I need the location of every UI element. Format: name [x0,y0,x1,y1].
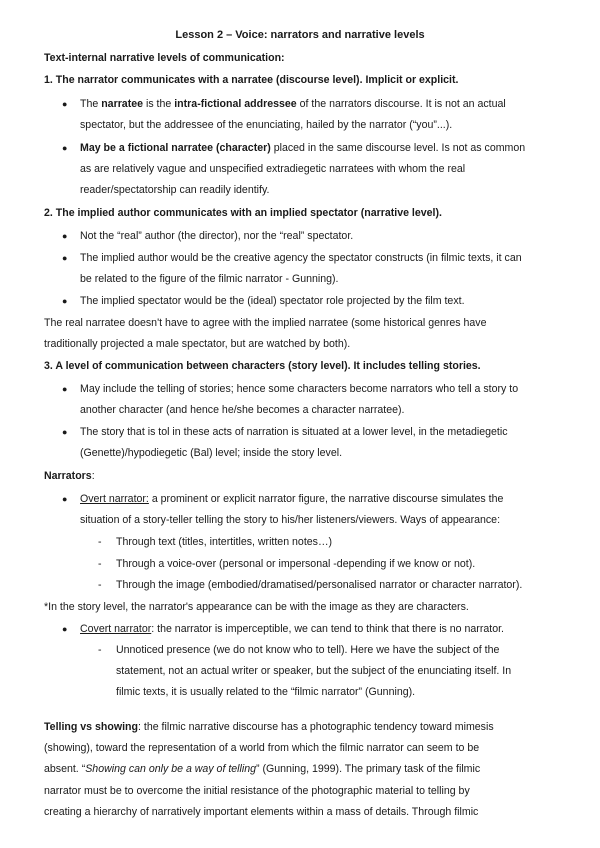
bullet-icon: ● [62,624,68,634]
bullet-icon: ● [62,494,68,504]
s1-bullet-2-line-1: May be a fictional narratee (character) placed in the same discourse level. Is not as common [80,142,526,154]
bullet-icon: ● [62,143,68,153]
bullet-icon: ● [62,99,68,109]
s3-bullet-2-line-1: The story that is tol in these acts of narration is situated at a lower level, in the metadiegetic [80,426,508,438]
story-level-note: *In the story level, the narrator's appearance can be with the image as they are characters. [44,601,469,613]
overt-way-image: Through the image (embodied/dramatised/personalised narrator or character narrator). [116,579,523,591]
section-1-heading: 1. The narrator communicates with a narratee (discourse level). Implicit or explicit. [44,74,459,86]
covert-narrator-line-1: Covert narrator: the narrator is imperceptible, we can tend to think that there is no narrator. [80,623,504,635]
narrators-heading: Narrators: [44,470,95,482]
dash-icon: - [98,579,102,591]
document-title: Lesson 2 – Voice: narrators and narrative levels [175,29,425,41]
bullet-icon: ● [62,384,68,394]
bullet-icon: ● [62,296,68,306]
covert-presence-line-3: filmic texts, it is usually related to the “filmic narrator” (Gunning). [116,686,416,698]
telling-vs-showing-line-1: Telling vs showing: the filmic narrative discourse has a photographic tendency toward mimesis [44,721,494,733]
s3-bullet-1-line-1: May include the telling of stories; hence some characters become narrators who tell a story to [80,383,519,395]
s2-bullet-2-line-1: The implied author would be the creative agency the spectator constructs (in filmic texts, it can [80,252,522,264]
dash-icon: - [98,644,102,656]
s1-bullet-1-line-2: spectator, but the addressee of the enunciating, hailed by the narrator (“you”...). [80,119,453,131]
s3-bullet-2-line-2: (Genette)/hypodiegetic (Bal) level; inside the story level. [80,447,343,459]
overt-way-voice-over: Through a voice-over (personal or impersonal -depending if we know or not). [116,558,476,570]
bullet-icon: ● [62,427,68,437]
heading-internal-levels: Text-internal narrative levels of communication: [44,52,285,64]
s2-bullet-1: Not the “real” author (the director), nor the “real” spectator. [80,230,354,242]
overt-narrator-line-1: Overt narrator: a prominent or explicit narrator figure, the narrative discourse simulates the [80,493,504,505]
s2-paragraph-line-1: The real narratee doesn't have to agree with the implied narratee (some historical genres have [44,317,487,329]
bullet-icon: ● [62,253,68,263]
covert-presence-line-2: statement, not an actual writer or speaker, but the subject of the enunciating itself. In [116,665,512,677]
bullet-icon: ● [62,231,68,241]
s2-bullet-2-line-2: be related to the figure of the filmic narrator - Gunning). [80,273,339,285]
s2-paragraph-line-2: traditionally projected a male spectator, but are watched by both). [44,338,351,350]
overt-way-text: Through text (titles, intertitles, written notes…) [116,536,333,548]
dash-icon: - [98,536,102,548]
section-2-heading: 2. The implied author communicates with an implied spectator (narrative level). [44,207,442,219]
s2-bullet-3: The implied spectator would be the (ideal) spectator role projected by the film text. [80,295,465,307]
s3-bullet-1-line-2: another character (and hence he/she becomes a character narratee). [80,404,405,416]
section-3-heading: 3. A level of communication between characters (story level). It includes telling stories. [44,360,481,372]
telling-vs-showing-line-3: absent. “Showing can only be a way of telling” (Gunning, 1999). The primary task of the filmic [44,763,481,775]
telling-vs-showing-line-5: creating a hierarchy of narratively important elements within a mass of details. Through filmic [44,806,479,818]
s1-bullet-2-line-2: as are relatively vague and unspecified extradiegetic narratees with whom the real [80,163,466,175]
dash-icon: - [98,558,102,570]
s1-bullet-2-line-3: reader/spectatorship can readily identify. [80,184,270,196]
telling-vs-showing-line-2: (showing), toward the representation of a world from which the filmic narrator can seem to be [44,742,480,754]
overt-narrator-line-2: situation of a story-teller telling the story to his/her listeners/viewers. Ways of appearance: [80,514,501,526]
covert-presence-line-1: Unnoticed presence (we do not know who to tell). Here we have the subject of the [116,644,500,656]
s1-bullet-1-line-1: The narratee is the intra-fictional addressee of the narrators discourse. It is not an actual [80,98,506,110]
telling-vs-showing-line-4: narrator must be to overcome the initial resistance of the photographic material to telling by [44,785,470,797]
